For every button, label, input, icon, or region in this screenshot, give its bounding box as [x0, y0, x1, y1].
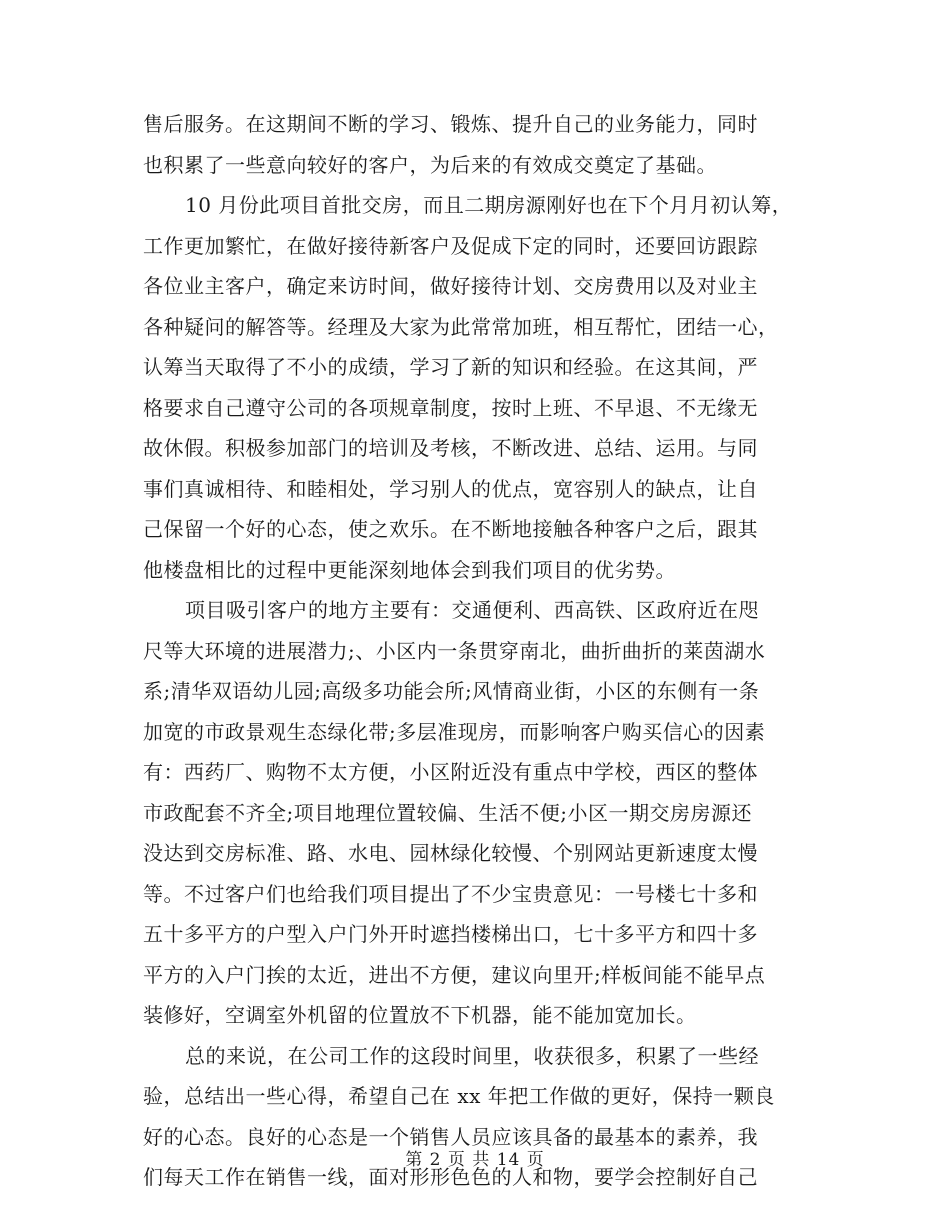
text-line: 五十多平方的户型入户门外开时遮挡楼梯出口，七十多平方和四十多 — [143, 922, 758, 946]
text-line: 己保留一个好的心态，使之欢乐。在不断地接触各种客户之后，跟其 — [143, 517, 758, 541]
page-footer: 第 2 页 共 14 页 — [405, 1150, 545, 1170]
text-line: 各位业主客户，确定来访时间，做好接待计划、交房费用以及对业主 — [143, 274, 758, 298]
paragraph — [143, 185, 813, 590]
paragraph — [143, 590, 813, 1036]
text-line: 系;清华双语幼儿园;高级多功能会所;风情商业街，小区的东侧有一条 — [143, 679, 760, 703]
text-line: 工作更加繁忙，在做好接待新客户及促成下定的同时，还要回访跟踪 — [143, 233, 758, 258]
text-line: 装修好，空调室外机留的位置放不下机器，能不能加宽加长。 — [143, 1003, 697, 1027]
text-line: 故休假。积极参加部门的培训及考核，不断改进、总结、运用。与同 — [143, 436, 758, 460]
text-line: 10 月份此项目首批交房，而且二期房源刚好也在下个月月初认筹， — [185, 193, 793, 217]
text-line: 格要求自己遵守公司的各项规章制度，按时上班、不早退、不无缘无 — [143, 395, 758, 420]
text-line: 有：西药厂、购物不太方便，小区附近没有重点中学校，西区的整体 — [143, 760, 758, 784]
text-line: 尺等大环境的进展潜力;、小区内一条贯穿南北，曲折曲折的莱茵湖水 — [143, 638, 766, 663]
text-line: 他楼盘相比的过程中更能深刻地体会到我们项目的优劣势。 — [143, 557, 676, 582]
text-line: 项目吸引客户的地方主要有：交通便利、西高铁、区政府近在咫 — [185, 598, 759, 622]
paragraph — [143, 104, 813, 185]
text-line: 也积累了一些意向较好的客户，为后来的有效成交奠定了基础。 — [143, 152, 717, 177]
text-line: 售后服务。在这期间不断的学习、锻炼、提升自己的业务能力，同时 — [143, 112, 758, 136]
text-line: 平方的入户门挨的太近，进出不方便，建议向里开;样板间能不能早点 — [143, 962, 766, 987]
text-line: 总的来说，在公司工作的这段时间里，收获很多，积累了一些经 — [185, 1043, 759, 1068]
document-body — [143, 104, 813, 1198]
text-line: 们每天工作在销售一线，面对形形色色的人和物，要学会控制好自己 — [143, 1165, 758, 1189]
paragraph — [143, 1036, 813, 1198]
text-line: 没达到交房标准、路、水电、园林绿化较慢、个别网站更新速度太慢 — [143, 841, 758, 865]
text-line: 认筹当天取得了不小的成绩，学习了新的知识和经验。在这其间，严 — [143, 355, 758, 379]
text-line: 市政配套不齐全;项目地理位置较偏、生活不便;小区一期交房房源还 — [143, 800, 752, 825]
text-line: 好的心态。良好的心态是一个销售人员应该具备的最基本的素养，我 — [143, 1124, 758, 1149]
text-line: 加宽的市政景观生态绿化带;多层准现房，而影响客户购买信心的因素 — [143, 719, 766, 744]
text-line: 验，总结出一些心得，希望自己在 xx 年把工作做的更好，保持一颗良 — [143, 1084, 775, 1108]
text-line: 等。不过客户们也给我们项目提出了不少宝贵意见：一号楼七十多和 — [143, 881, 758, 906]
text-line: 各种疑问的解答等。经理及大家为此常常加班，相互帮忙，团结一心， — [143, 314, 779, 339]
text-line: 事们真诚相待、和睦相处，学习别人的优点，宽容别人的缺点，让自 — [143, 476, 758, 501]
